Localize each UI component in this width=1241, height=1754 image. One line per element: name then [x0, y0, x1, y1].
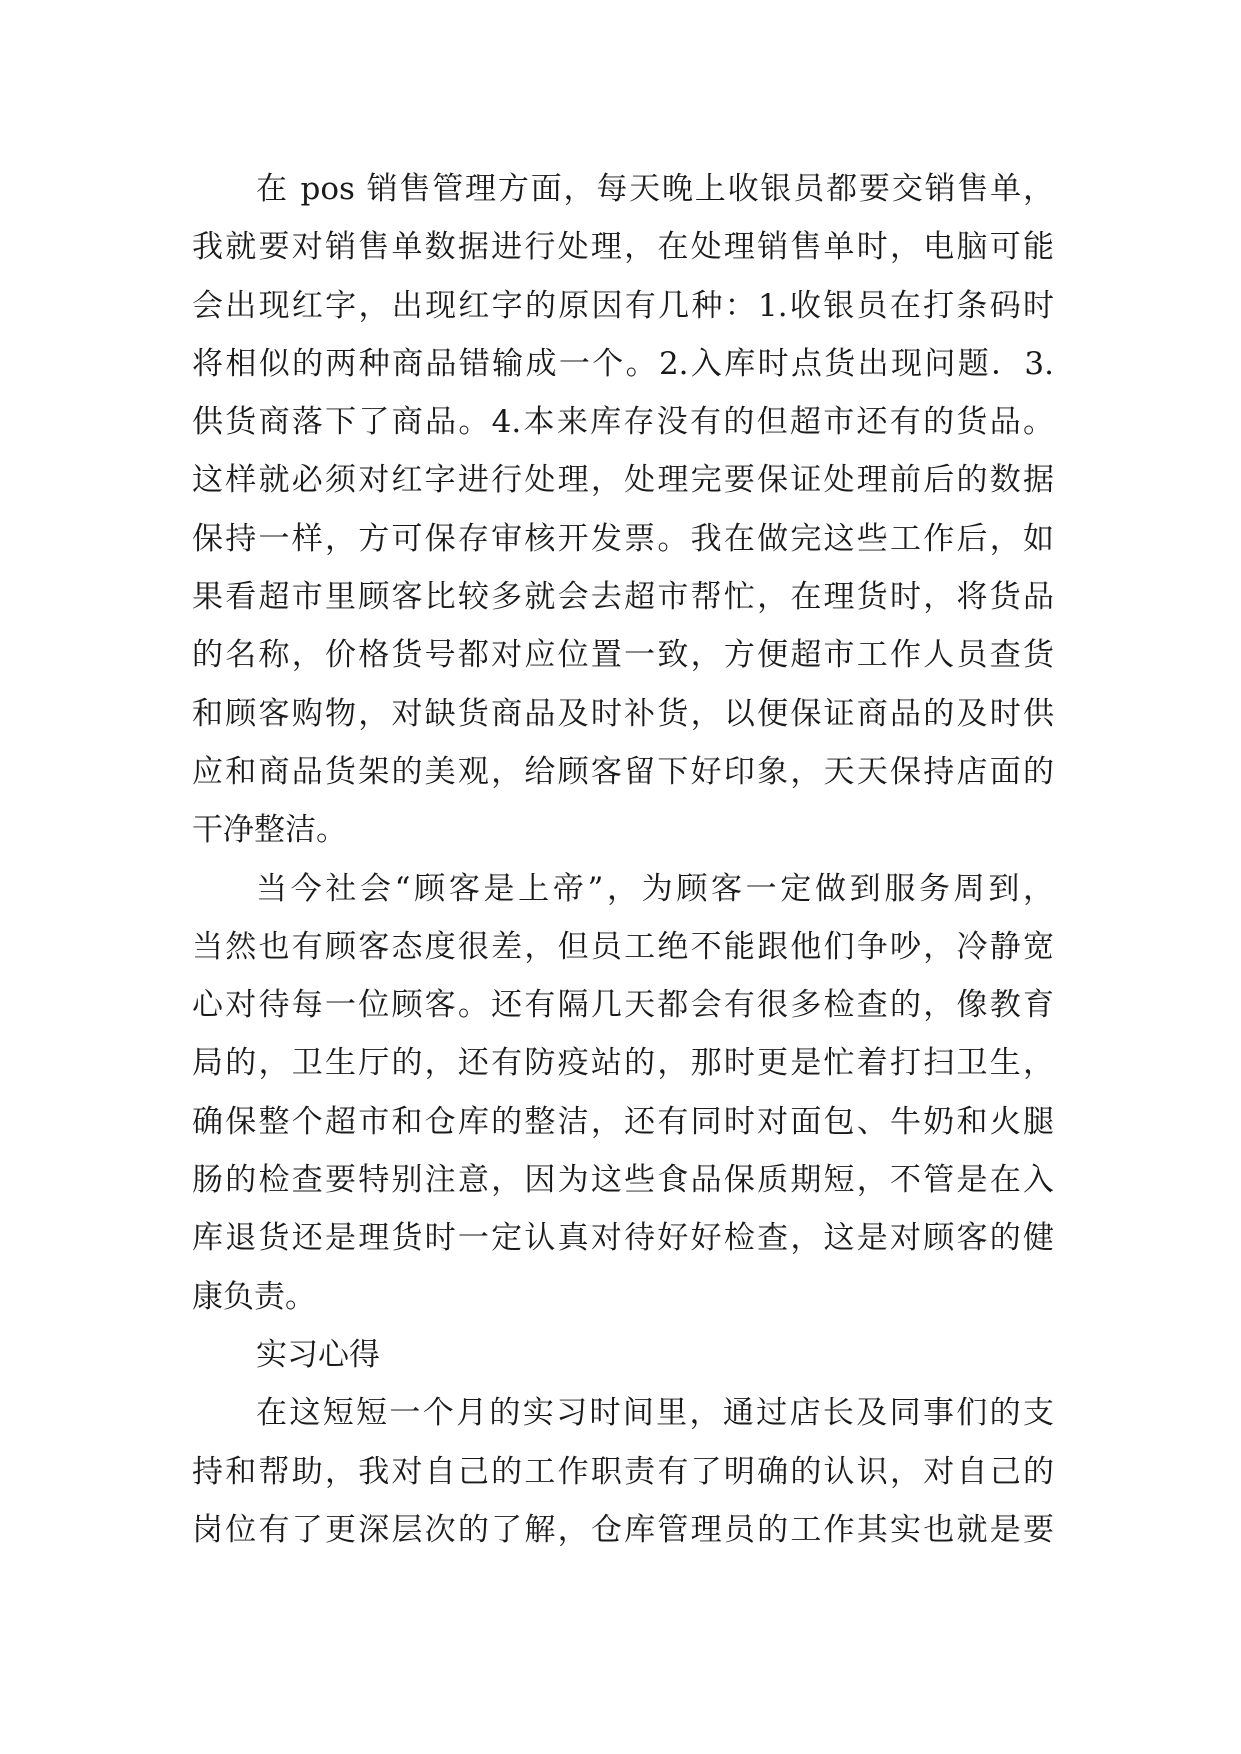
- section-heading: [192, 1326, 1054, 1384]
- text-line: 供货商落下了商品。4.本来库存没有的但超市还有的货品。: [192, 404, 1054, 441]
- text-line: 康负责。: [192, 1278, 316, 1315]
- text-line: 岗位有了更深层次的了解，仓库管理员的工作其实也就是要: [192, 1511, 1054, 1548]
- text-line: 库退货还是理货时一定认真对待好好检查，这是对顾客的健: [192, 1220, 1054, 1257]
- text-line: 确保整个超市和仓库的整洁，还有同时对面包、牛奶和火腿: [192, 1103, 1054, 1140]
- text-line: 当今社会“顾客是上帝”，为顾客一定做到服务周到，: [256, 870, 1054, 907]
- text-line: 和顾客购物，对缺货商品及时补货，以便保证商品的及时供: [192, 695, 1054, 732]
- text-line: 在 pos 销售管理方面，每天晚上收银员都要交销售单，: [256, 171, 1054, 207]
- text-line: 保持一样，方可保存审核开发票。我在做完这些工作后，如: [192, 520, 1054, 557]
- text-line: 会出现红字，出现红字的原因有几种：1.收银员在打条码时: [192, 287, 1054, 324]
- text-line: 这样就必须对红字进行处理，处理完要保证处理前后的数据: [192, 462, 1054, 499]
- document-body: [192, 160, 1054, 1559]
- text-line: 当然也有顾客态度很差，但员工绝不能跟他们争吵，冷静宽: [192, 928, 1054, 965]
- section-title: 实习心得: [256, 1336, 380, 1373]
- text-line: 在这短短一个月的实习时间里，通过店长及同事们的支: [256, 1395, 1054, 1432]
- paragraph-customer-service: [192, 860, 1054, 1326]
- text-line: 局的，卫生厅的，还有防疫站的，那时更是忙着打扫卫生，: [192, 1045, 1054, 1082]
- text-line: 果看超市里顾客比较多就会去超市帮忙，在理货时，将货品: [192, 579, 1054, 616]
- text-line: 的名称，价格货号都对应位置一致，方便超市工作人员查货: [192, 637, 1054, 674]
- text-line: 干净整洁。: [192, 812, 347, 849]
- paragraph-internship-reflection: [192, 1384, 1054, 1559]
- text-line: 我就要对销售单数据进行处理，在处理销售单时，电脑可能: [192, 229, 1054, 266]
- text-line: 将相似的两种商品错输成一个。2.入库时点货出现问题．3.: [192, 345, 1054, 382]
- text-line: 心对待每一位顾客。还有隔几天都会有很多检查的，像教育: [192, 987, 1054, 1024]
- text-line: 应和商品货架的美观，给顾客留下好印象，天天保持店面的: [192, 753, 1054, 790]
- text-line: 肠的检查要特别注意，因为这些食品保质期短，不管是在入: [192, 1162, 1054, 1199]
- paragraph-pos-sales: [192, 160, 1054, 860]
- text-line: 持和帮助，我对自己的工作职责有了明确的认识，对自己的: [192, 1453, 1054, 1490]
